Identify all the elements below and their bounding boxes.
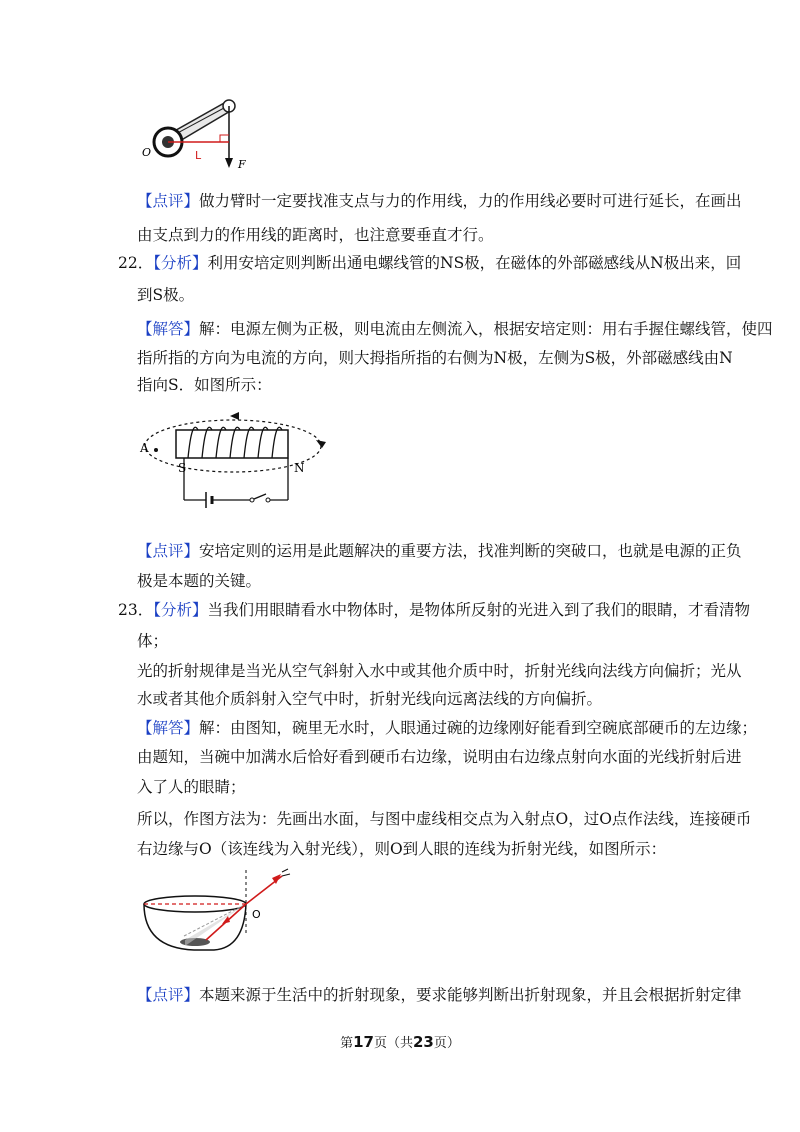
question-number: 22． <box>118 254 154 272</box>
q23-analysis-line4: 水或者其他介质斜射入空气中时，折射光线向远离法线的方向偏折。 <box>137 690 603 708</box>
comment-tag: 【点评】 <box>137 542 200 560</box>
wrench-lever-figure <box>140 96 260 176</box>
analysis-tag: 【分析】 <box>153 254 208 272</box>
q23-answer-line1: 【解答】解：由图知，碗里无水时，人眼通过碗的边缘刚好能看到空碗底部硬币的左边缘； <box>137 719 758 737</box>
page-footer: 第17页（共23页） <box>340 1033 460 1051</box>
q23-analysis-line1: 23．【分析】当我们用眼睛看水中物体时，是物体所反射的光进入到了我们的眼睛，才看清物 <box>118 601 751 619</box>
q22-answer-line2: 指所指的方向为电流的方向，则大拇指所指的右侧为N极，左侧为S极，外部磁感线由N <box>137 349 733 367</box>
q22-comment-line2: 极是本题的关键。 <box>137 572 262 590</box>
question-number: 23． <box>118 601 154 619</box>
q22-comment-line1: 【点评】安培定则的运用是此题解决的重要方法，找准判断的突破口，也就是电源的正负 <box>137 542 742 560</box>
fig21-label-f: F <box>238 158 246 171</box>
current-page-number: 17 <box>353 1033 374 1051</box>
answer-tag: 【解答】 <box>137 719 200 737</box>
q22-analysis-line1: 22．【分析】利用安培定则判断出通电螺线管的NS极，在磁体的外部磁感线从N极出来，回 <box>118 254 742 272</box>
comment-tag: 【点评】 <box>137 986 200 1004</box>
fig21-label-l: L <box>195 149 202 162</box>
q23-answer-line3: 入了人的眼睛； <box>137 778 246 796</box>
q21-comment-line1: 【点评】做力臂时一定要找准支点与力的作用线，力的作用线必要时可进行延长，在画出 <box>137 192 742 210</box>
fig23-label-o: O <box>252 908 261 921</box>
analysis-tag: 【分析】 <box>153 601 208 619</box>
total-pages: 23 <box>413 1033 434 1051</box>
q23-answer-line2: 由题知，当碗中加满水后恰好看到硬币右边缘，说明由右边缘点射向水面的光线折射后进 <box>137 748 742 766</box>
fig21-label-o: O <box>142 146 152 159</box>
bowl-refraction-figure <box>140 866 300 962</box>
comment-tag: 【点评】 <box>137 192 200 210</box>
q21-comment-line2: 由支点到力的作用线的距离时，也注意要垂直才行。 <box>137 226 494 244</box>
q23-comment-line1: 【点评】本题来源于生活中的折射现象，要求能够判断出折射现象，并且会根据折射定律 <box>137 986 742 1004</box>
fig22-label-a: A <box>140 441 149 455</box>
q23-analysis-line3: 光的折射规律是当光从空气斜射入水中或其他介质中时，折射光线向法线方向偏折；光从 <box>137 662 742 680</box>
q22-answer-line3: 指向S．如图所示： <box>137 376 272 394</box>
q23-answer-line5: 右边缘与O（该连线为入射光线），则O到人眼的连线为折射光线，如图所示： <box>137 840 667 858</box>
fig22-label-s: S <box>178 461 187 475</box>
q22-analysis-line2: 到S极。 <box>137 286 195 304</box>
q23-answer-line4: 所以，作图方法为：先画出水面，与图中虚线相交点为入射点O，过O点作法线，连接硬币 <box>137 810 752 828</box>
answer-tag: 【解答】 <box>137 320 200 338</box>
q22-answer-line1: 【解答】解：电源左侧为正极，则电流由左侧流入，根据安培定则：用右手握住螺线管，使四 <box>137 320 773 338</box>
fig22-label-n: N <box>294 461 305 475</box>
solenoid-figure <box>138 404 328 524</box>
q23-analysis-line2: 体； <box>137 632 169 650</box>
